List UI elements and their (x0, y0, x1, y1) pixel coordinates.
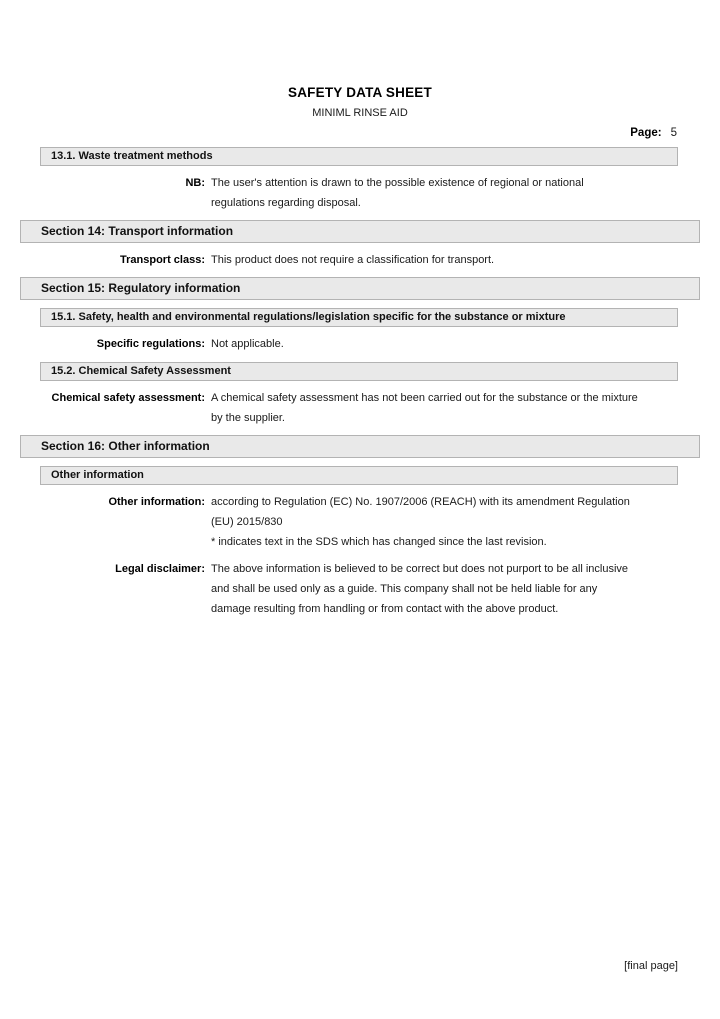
field-row (0, 388, 720, 428)
field-value-line: according to Regulation (EC) No. 1907/2006 (REACH) with its amendment Regulation (211, 496, 630, 508)
document-body (0, 147, 720, 619)
field-value (211, 559, 628, 619)
field-value (211, 334, 284, 354)
field-row (0, 250, 720, 270)
field-label: Specific regulations: (96, 338, 205, 350)
field-value (211, 250, 494, 270)
field-value-line: regulations regarding disposal. (211, 197, 361, 209)
page-number-value: 5 (670, 127, 677, 139)
field-value-line: The above information is believed to be correct but does not purport to be all inclusive (211, 563, 629, 575)
final-page-note: [final page] (624, 960, 678, 972)
field-value-line: A chemical safety assessment has not been carried out for the substance or the mixture (211, 392, 638, 404)
field-value-line: and shall be used only as a guide. This company shall not be held liable for any (211, 583, 598, 595)
page-number-label: Page: (630, 127, 662, 139)
page-number (0, 127, 720, 139)
field-row (0, 334, 720, 354)
subsection-header-bar: 13.1. Waste treatment methods (40, 147, 678, 166)
field-value-line: * indicates text in the SDS which has changed since the last revision. (211, 536, 547, 548)
field-value-line: damage resulting from handling or from contact with the above product. (211, 603, 559, 615)
field-value-line: by the supplier. (211, 412, 285, 424)
section-header-bar: Section 16: Other information (20, 435, 700, 458)
product-name: MINIML RINSE AID (312, 107, 408, 119)
field-label: Other information: (108, 496, 205, 508)
field-value-line: Not applicable. (211, 338, 284, 350)
field-label: Transport class: (120, 254, 205, 266)
field-row (0, 492, 720, 552)
field-value (211, 388, 638, 428)
field-value-line: (EU) 2015/830 (211, 516, 283, 528)
section-header-bar: Section 15: Regulatory information (20, 277, 700, 300)
field-value-line: The user's attention is drawn to the possible existence of regional or national (211, 177, 584, 189)
field-value (211, 173, 584, 213)
field-label: Chemical safety assessment: (51, 392, 205, 404)
section-header-bar: Section 14: Transport information (20, 220, 700, 243)
subsection-header-bar: Other information (40, 466, 678, 485)
field-label: Legal disclaimer: (115, 563, 205, 575)
subsection-header-bar: 15.2. Chemical Safety Assessment (40, 362, 678, 381)
field-value-line: This product does not require a classification for transport. (211, 254, 495, 266)
field-label: NB: (185, 177, 205, 189)
field-row (0, 173, 720, 213)
field-value (211, 492, 630, 552)
document-title: SAFETY DATA SHEET (288, 85, 432, 100)
field-row (0, 559, 720, 619)
subsection-header-bar: 15.1. Safety, health and environmental regulations/legislation specific for the substance or mixture (40, 308, 678, 327)
